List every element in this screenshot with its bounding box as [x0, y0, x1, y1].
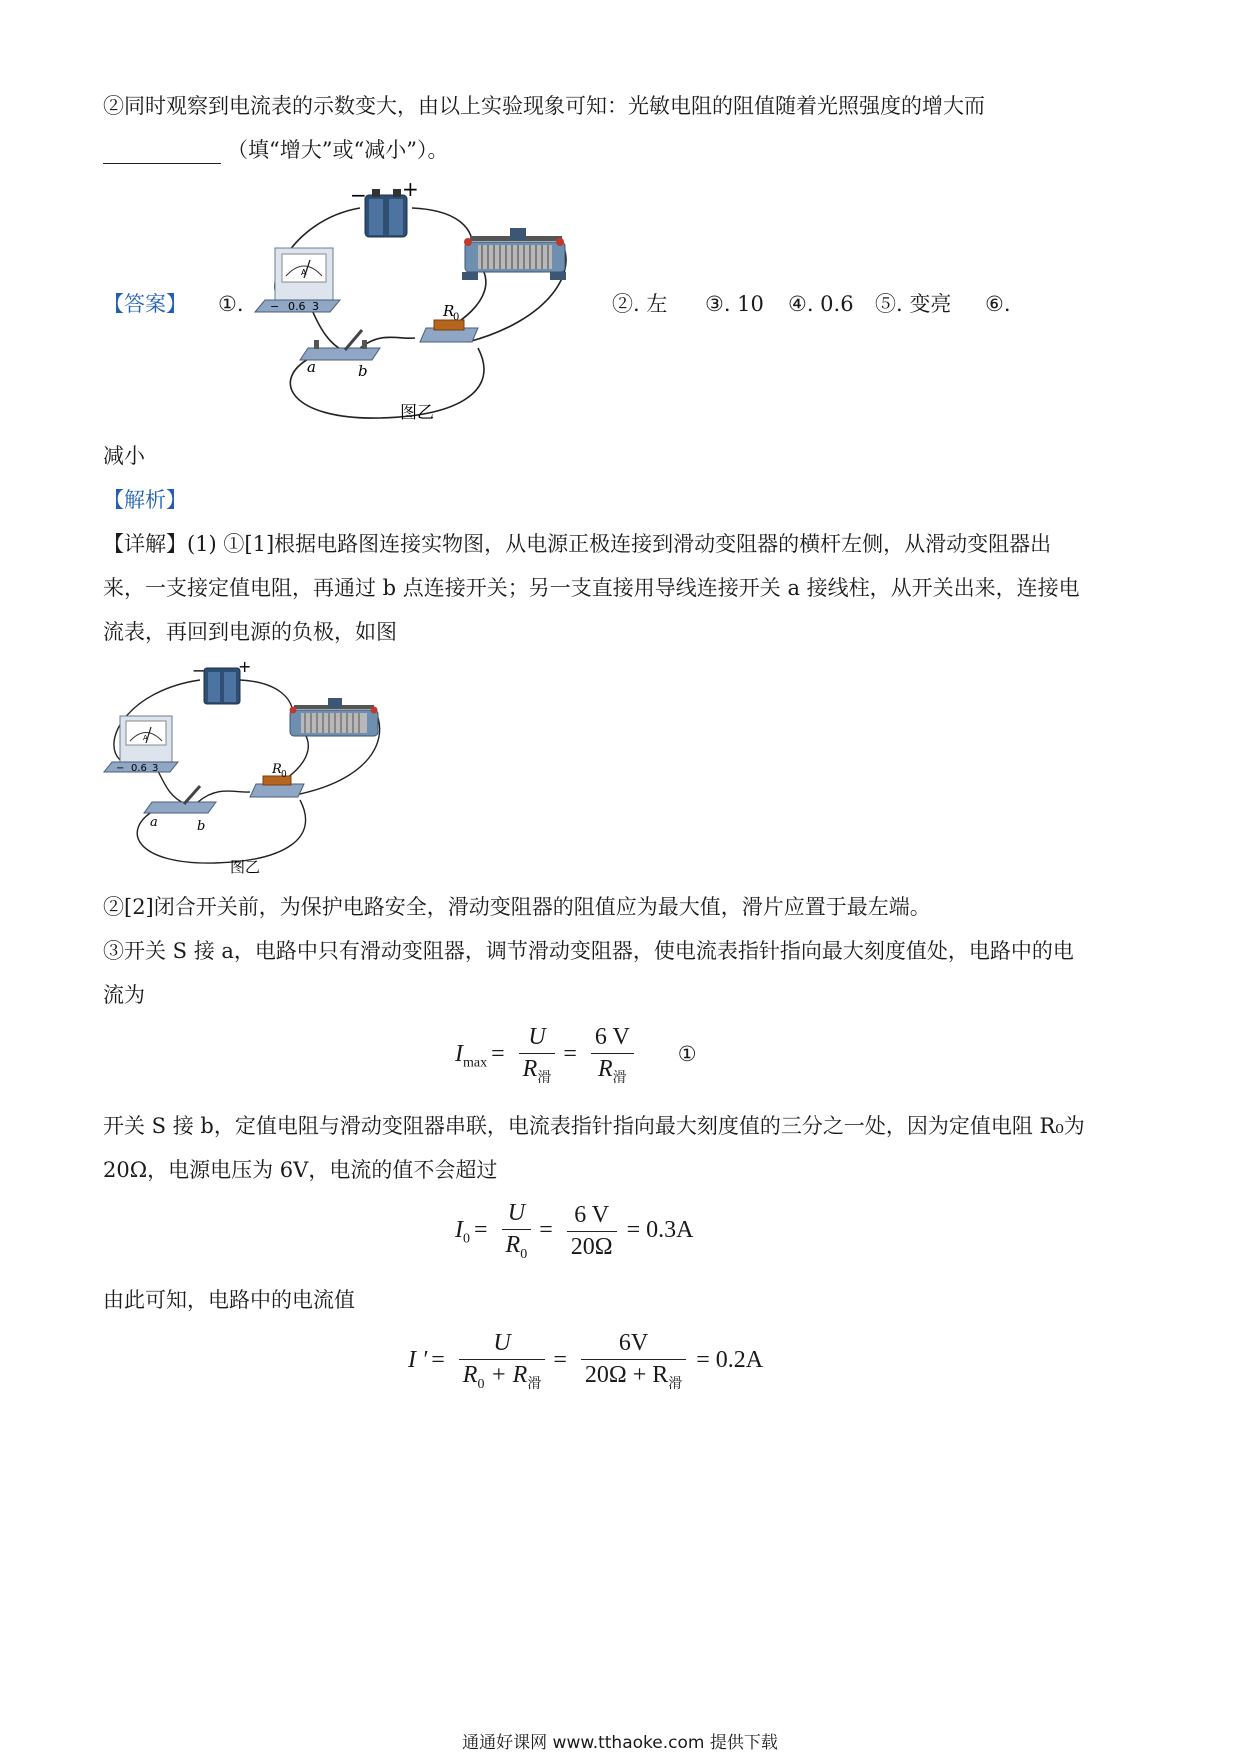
f1-num1: U [519, 1024, 556, 1054]
f3-result: = 0.2A [696, 1346, 764, 1373]
detail-line-3: 流表，再回到电源的负极，如图 [103, 620, 397, 644]
detail-line-9: 由此可知，电路中的电流值 [103, 1288, 355, 1312]
fixed-resistor-icon [250, 776, 304, 797]
r0-label: R [272, 762, 282, 777]
detail-line-2: 来，一支接定值电阻，再通过 b 点连接开关；另一支直接用导线连接开关 a 接线柱，从开关出来，连接电 [103, 576, 1080, 600]
switch-a-label: a [307, 358, 316, 376]
battery-minus-label: − [192, 661, 206, 680]
switch-icon [144, 786, 216, 813]
detail-line-7: 开关 S 接 b，定值电阻与滑动变阻器串联，电流表指针指向最大刻度值的三分之一处，因为定值电阻 R₀为 [103, 1114, 1085, 1138]
question-hint: （填“增大”或“减小”）。 [227, 138, 449, 162]
detail-line-8: 20Ω，电源电压为 6V，电流的值不会超过 [103, 1158, 498, 1182]
switch-b-label: b [197, 819, 206, 834]
answer-4: ④. 0.6 [788, 292, 854, 316]
f3-num1: U [459, 1330, 546, 1360]
f3-num2: 6V [581, 1330, 686, 1360]
f2-den1: R [505, 1232, 521, 1258]
analysis-tag: 【解析】 [103, 488, 187, 512]
f3-den1-plus: + R [484, 1362, 528, 1388]
answer-2: ②. 左 [612, 292, 668, 316]
ammeter-terminal-3: 3 [152, 763, 159, 774]
f1-den1-sub: 滑 [537, 1070, 552, 1086]
rheostat-icon [290, 698, 379, 736]
detail-line-6: 流为 [103, 983, 145, 1007]
f3-den1: R [462, 1362, 478, 1388]
formula-imax: $I_{max}$ = $\frac{U}{R_滑}$ = $\frac{6 V}{R_滑}$ ① [455, 1024, 697, 1086]
fixed-resistor-icon [420, 320, 478, 342]
question-line-1: ②同时观察到电流表的示数变大，由以上实验现象可知：光敏电阻的阻值随着光照强度的增大而 [103, 94, 985, 118]
battery-minus-label: − [350, 183, 367, 207]
f1-den1: R [522, 1056, 538, 1082]
f3-den1-sub2: 滑 [527, 1376, 542, 1392]
f3-den2-sub: 滑 [668, 1376, 683, 1392]
battery-plus-label: + [238, 660, 252, 676]
ammeter-terminal-minus: − [116, 763, 125, 774]
footer-watermark: 通通好课网 www.tthaoke.com 提供下载 [462, 1733, 778, 1753]
figure-label: 图乙 [400, 403, 434, 423]
battery-plus-label: + [402, 180, 419, 201]
battery-icon [365, 189, 407, 237]
ammeter-terminal-06: 0.6 [288, 300, 306, 313]
answer-5: ⑤. 变亮 [875, 292, 952, 316]
r0-sub: 0 [453, 312, 460, 323]
battery-icon [204, 668, 240, 704]
f1-den2-sub: 滑 [612, 1070, 627, 1086]
answer-3: ③. 10 [705, 292, 764, 316]
switch-icon [300, 330, 380, 360]
ammeter-terminal-minus: − [270, 300, 280, 313]
r0-label: R [443, 302, 455, 320]
f1-num2: 6 V [591, 1024, 634, 1054]
ammeter-letter: A [301, 268, 307, 277]
circuit-figure-answer [250, 180, 600, 430]
f2-result: = 0.3A [626, 1216, 694, 1243]
figure-label: 图乙 [230, 858, 261, 876]
detail-line-5: ③开关 S 接 a，电路中只有滑动变阻器，调节滑动变阻器，使电流表指针指向最大刻度值处，电路中的电 [103, 939, 1074, 963]
formula-i0: $I_0$ = $\frac{U}{R_0}$ = $\frac{6 V}{20\Omega}$ = 0.3A [455, 1200, 694, 1262]
f2-num2: 6 V [567, 1202, 617, 1232]
answer-1: ①. [218, 292, 244, 316]
ammeter-letter: A [143, 734, 148, 742]
answer-tag: 【答案】 [103, 292, 187, 316]
answer-6: ⑥. [985, 292, 1011, 316]
f3-lhs: I ′ [408, 1346, 428, 1373]
f3-den1-sub: 0 [477, 1376, 485, 1392]
question-line-2 [103, 136, 448, 164]
rheostat-icon [462, 228, 566, 280]
f1-lhs: I [455, 1040, 463, 1067]
f2-lhs: I [455, 1216, 463, 1243]
f3-den2: 20Ω + R [584, 1362, 669, 1388]
f1-den2: R [597, 1056, 613, 1082]
detail-line-1: 【详解】(1) ①[1]根据电路图连接实物图，从电源正极连接到滑动变阻器的横杆左侧，从滑动变阻器出 [103, 532, 1052, 556]
f1-tag: ① [677, 1041, 697, 1066]
ammeter-terminal-06: 0.6 [131, 763, 147, 774]
answer-blank[interactable] [103, 141, 221, 164]
f2-lhs-sub: 0 [463, 1231, 470, 1247]
f1-lhs-sub: max [463, 1055, 488, 1071]
f2-den2: 20Ω [570, 1233, 613, 1260]
formula-iprime: I ′ = $\frac{U}{R_0 + R_滑}$ = $\frac{6V}{20\Omega + R_滑}$ = 0.2A [408, 1330, 764, 1392]
answer-6-cont: 减小 [103, 444, 145, 468]
r0-sub: 0 [281, 770, 287, 780]
switch-b-label: b [358, 362, 368, 380]
switch-a-label: a [150, 815, 158, 830]
f2-num1: U [502, 1200, 532, 1230]
circuit-figure-analysis [100, 660, 400, 880]
ammeter-terminal-3: 3 [312, 300, 319, 313]
detail-line-4: ②[2]闭合开关前，为保护电路安全，滑动变阻器的阻值应为最大值，滑片应置于最左端。 [103, 895, 931, 919]
f2-den1-sub: 0 [520, 1246, 528, 1262]
